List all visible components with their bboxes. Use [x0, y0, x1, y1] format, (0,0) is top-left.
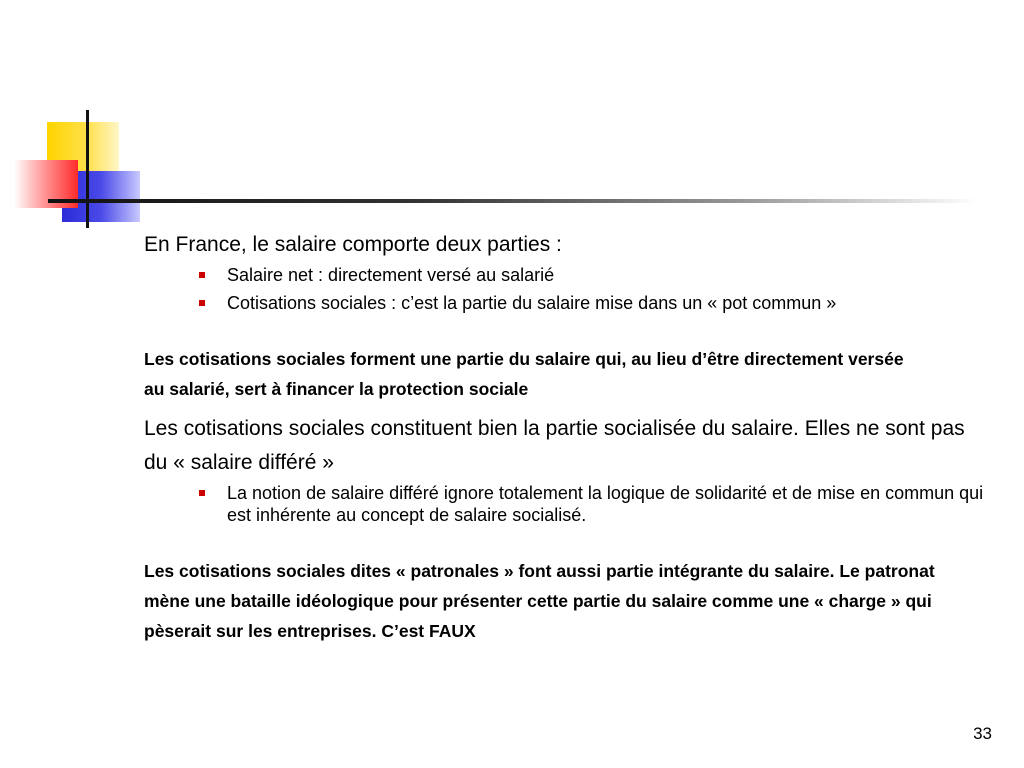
- title-divider-line: [48, 199, 978, 203]
- bullet-item: [227, 264, 994, 286]
- intro-text: En France, le salaire comporte deux parties :: [144, 233, 562, 256]
- bullet-text: Salaire net : directement versé au salarié: [227, 265, 555, 285]
- bullet-text: La notion de salaire différé ignore totalement la logique de solidarité et de mise en commun qui est inhérente au concept de salaire socialisé.: [227, 483, 984, 525]
- bullet-square-icon: [199, 490, 205, 496]
- bold-statement-1: Les cotisations sociales forment une partie du salaire qui, au lieu d’être directement versée au salarié, sert à financer la protection sociale: [144, 349, 904, 399]
- bullet-square-icon: [199, 272, 205, 278]
- bold-statement-2: Les cotisations sociales dites « patronales » font aussi partie intégrante du salaire. Le patronat mène une bataille idéologique pour présenter cette partie du salaire comme une « charge » qui pèserait sur les entreprises. C’est FAUX: [144, 561, 935, 641]
- bullet-item: [227, 292, 927, 314]
- logo-vertical-line: [86, 110, 89, 228]
- bullet-square-icon: [199, 300, 205, 306]
- bullet-item: [227, 482, 987, 526]
- slide-body: [144, 230, 994, 646]
- page-number: 33: [973, 724, 992, 743]
- paragraph-2: Les cotisations sociales constituent bien la partie socialisée du salaire. Elles ne sont pas du « salaire différé »: [144, 417, 965, 474]
- bullet-text: Cotisations sociales : c’est la partie du salaire mise dans un « pot commun »: [227, 293, 837, 313]
